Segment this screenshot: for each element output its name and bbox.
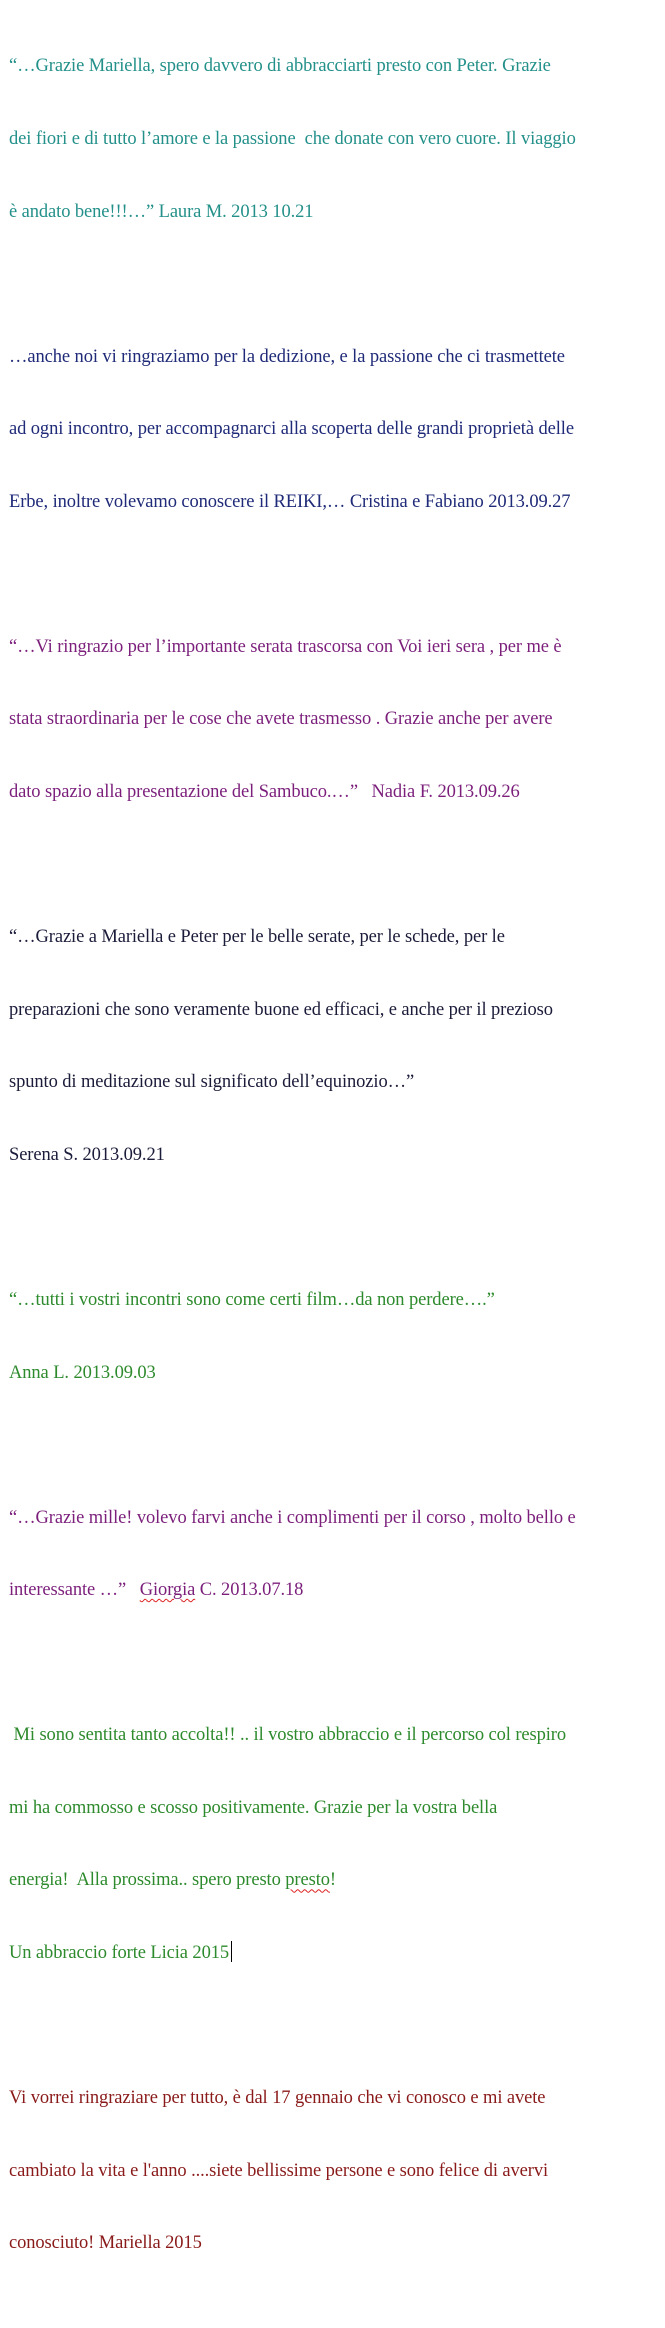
text-line: Vi vorrei ringraziare per tutto, è dal 17 gennaio che vi conosco e mi avete [9, 2088, 546, 2109]
testimonial-nadia [9, 586, 659, 852]
text-line: Anna L. 2013.09.03 [9, 1362, 156, 1383]
text-line-with-cursor [9, 1941, 659, 1965]
text-segment: Un abbraccio forte Licia 2015 [9, 1943, 230, 1964]
testimonial-laura [9, 6, 659, 272]
text-line: preparazioni che sono veramente buone ed efficaci, e anche per il prezioso [9, 999, 553, 1020]
spellcheck-flagged-word: Giorgia [139, 1580, 196, 1601]
text-segment: ! [329, 1870, 336, 1891]
testimonial-anna [9, 1240, 659, 1434]
text-segment: energia! Alla prossima.. spero presto [9, 1870, 286, 1891]
text-line: …anche noi vi ringraziamo per la dedizione, e la passione che ci trasmettete [9, 346, 565, 367]
text-segment: C. 2013.07.18 [195, 1580, 304, 1601]
text-line: Erbe, inoltre volevamo conoscere il REIKI,… Cristina e Fabiano 2013.09.27 [9, 491, 571, 512]
testimonial-giorgia [9, 1457, 659, 1651]
text-line: Serena S. 2013.09.21 [9, 1144, 165, 1165]
text-line: “…Vi ringrazio per l’importante serata trascorsa con Voi ieri sera , per me è [9, 636, 562, 657]
text-line: “…tutti i vostri incontri sono come certi film…da non perdere….” [9, 1289, 495, 1310]
testimonial-mariella [9, 2038, 659, 2304]
text-line: Mi sono sentita tanto accolta!! .. il vostro abbraccio e il percorso col respiro [9, 1725, 567, 1746]
text-line: stata straordinaria per le cose che avete trasmesso . Grazie anche per avere [9, 709, 553, 730]
text-line: ad ogni incontro, per accompagnarci alla scoperta delle grandi proprietà delle [9, 419, 574, 440]
spellcheck-flagged-word: presto [285, 1870, 330, 1891]
testimonial-licia [9, 1675, 659, 2014]
text-line-with-name [9, 1578, 659, 1602]
text-line: “…Grazie mille! volevo farvi anche i complimenti per il corso , molto bello e [9, 1507, 576, 1528]
text-line-with-flag [9, 1868, 659, 1892]
text-line: è andato bene!!!…” Laura M. 2013 10.21 [9, 201, 314, 222]
text-line: dei fiori e di tutto l’amore e la passione che donate con vero cuore. Il viaggio [9, 129, 576, 150]
text-line: spunto di meditazione sul significato dell’equinozio…” [9, 1072, 415, 1093]
text-line: “…Grazie a Mariella e Peter per le belle serate, per le schede, per le [9, 927, 505, 948]
text-line: conosciuto! Mariella 2015 [9, 2233, 202, 2254]
testimonial-serena [9, 877, 659, 1216]
text-cursor [231, 1941, 232, 1962]
text-segment: interessante …” [9, 1580, 140, 1601]
text-line: cambiato la vita e l'anno ....siete bellissime persone e sono felice di avervi [9, 2160, 549, 2181]
text-line: dato spazio alla presentazione del Sambuco.…” Nadia F. 2013.09.26 [9, 782, 520, 803]
text-line: mi ha commosso e scosso positivamente. Grazie per la vostra bella [9, 1797, 498, 1818]
text-line: “…Grazie Mariella, spero davvero di abbracciarti presto con Peter. Grazie [9, 56, 551, 77]
testimonials-document [9, 6, 659, 2328]
testimonial-cristina-fabiano [9, 296, 659, 562]
